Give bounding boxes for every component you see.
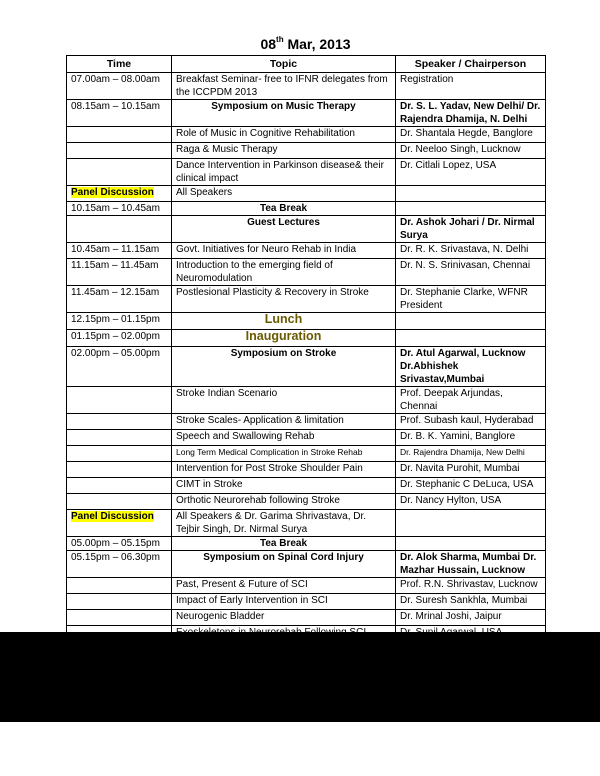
time-cell: [67, 594, 172, 610]
time-cell: [67, 186, 172, 202]
time-cell: 01.15pm – 02.00pm: [67, 330, 172, 347]
title-sup: th: [276, 35, 284, 45]
topic-cell: Speech and Swallowing Rehab: [172, 430, 396, 446]
time-cell: [67, 387, 172, 414]
time-cell: 05.00pm – 05.15pm: [67, 537, 172, 551]
time-cell: 12.15pm – 01.15pm: [67, 313, 172, 330]
topic-cell: Past, Present & Future of SCI: [172, 578, 396, 594]
time-cell: [67, 446, 172, 462]
table-row: [67, 202, 546, 216]
time-cell: [67, 578, 172, 594]
speaker-cell: Dr. R. K. Srivastava, N. Delhi: [396, 243, 546, 259]
time-cell: [67, 127, 172, 143]
topic-cell: Stroke Indian Scenario: [172, 387, 396, 414]
table-row: [67, 330, 546, 347]
time-cell: 11.15am – 11.45am: [67, 259, 172, 286]
topic-cell: Intervention for Post Stroke Shoulder Pain: [172, 462, 396, 478]
speaker-cell: Dr. Stephanic C DeLuca, USA: [396, 478, 546, 494]
time-cell: [67, 414, 172, 430]
speaker-cell: Dr. S. L. Yadav, New Delhi/ Dr. Rajendra Dhamija, N. Delhi: [396, 100, 546, 127]
table-row: [67, 73, 546, 100]
table-row: [67, 143, 546, 159]
speaker-cell: Dr. Rajendra Dhamija, New Delhi: [396, 446, 546, 462]
time-cell: 05.15pm – 06.30pm: [67, 551, 172, 578]
table-row: [67, 259, 546, 286]
table-row: [67, 100, 546, 127]
speaker-cell: Dr. Stephanie Clarke, WFNR President: [396, 286, 546, 313]
topic-cell: Symposium on Stroke: [172, 347, 396, 387]
speaker-cell: Dr. B. K. Yamini, Banglore: [396, 430, 546, 446]
time-cell: 02.00pm – 05.00pm: [67, 347, 172, 387]
topic-cell: All Speakers & Dr. Garima Shrivastava, Dr. Tejbir Singh, Dr. Nirmal Surya: [172, 510, 396, 537]
schedule-table: [66, 55, 546, 671]
topic-cell: Breakfast Seminar- free to IFNR delegates from the ICCPDM 2013: [172, 73, 396, 100]
table-row: [67, 216, 546, 243]
time-cell: [67, 478, 172, 494]
bottom-margin: [0, 722, 600, 776]
lunch-label: Lunch: [264, 312, 303, 326]
topic-cell: [172, 313, 396, 330]
topic-cell: Symposium on Music Therapy: [172, 100, 396, 127]
table-row: [67, 186, 546, 202]
panel-discussion-label: Panel Discussion: [71, 511, 154, 522]
time-cell: [67, 494, 172, 510]
topic-cell: Introduction to the emerging field of Neuromodulation: [172, 259, 396, 286]
speaker-cell: Dr. Ashok Johari / Dr. Nirmal Surya: [396, 216, 546, 243]
speaker-cell: Prof. Deepak Arjundas, Chennai: [396, 387, 546, 414]
table-row: [67, 387, 546, 414]
table-row: [67, 127, 546, 143]
time-cell: [67, 143, 172, 159]
header-time: Time: [67, 56, 172, 73]
speaker-cell: [396, 330, 546, 347]
topic-cell: Tea Break: [172, 537, 396, 551]
topic-cell: Guest Lectures: [172, 216, 396, 243]
topic-cell: Long Term Medical Complication in Stroke Rehab: [172, 446, 396, 462]
table-row: [67, 430, 546, 446]
header-speaker: Speaker / Chairperson: [396, 56, 546, 73]
topic-cell: Orthotic Neurorehab following Stroke: [172, 494, 396, 510]
time-cell: [67, 159, 172, 186]
table-row: [67, 243, 546, 259]
redaction-overlay-edge: [585, 632, 600, 722]
title-rest: Mar, 2013: [283, 36, 351, 52]
time-cell: 08.15am – 10.15am: [67, 100, 172, 127]
table-row: [67, 610, 546, 626]
table-row: [67, 414, 546, 430]
page-title: [66, 33, 545, 55]
speaker-cell: Registration: [396, 73, 546, 100]
time-cell: [67, 610, 172, 626]
speaker-cell: [396, 510, 546, 537]
topic-cell: Govt. Initiatives for Neuro Rehab in India: [172, 243, 396, 259]
title-day: 08: [260, 36, 277, 52]
table-row: [67, 159, 546, 186]
table-row: [67, 551, 546, 578]
speaker-cell: [396, 537, 546, 551]
table-row: [67, 462, 546, 478]
time-cell: [67, 216, 172, 243]
topic-cell: Tea Break: [172, 202, 396, 216]
speaker-cell: Dr. Alok Sharma, Mumbai Dr. Mazhar Hussain, Lucknow: [396, 551, 546, 578]
topic-cell: CIMT in Stroke: [172, 478, 396, 494]
topic-cell: Neurogenic Bladder: [172, 610, 396, 626]
speaker-cell: Dr. Nancy Hylton, USA: [396, 494, 546, 510]
header-topic: Topic: [172, 56, 396, 73]
speaker-cell: Dr. Atul Agarwal, Lucknow Dr.Abhishek Srivastav,Mumbai: [396, 347, 546, 387]
topic-cell: [172, 330, 396, 347]
topic-cell: Raga & Music Therapy: [172, 143, 396, 159]
time-cell: [67, 462, 172, 478]
speaker-cell: Dr. Suresh Sankhla, Mumbai: [396, 594, 546, 610]
schedule-sheet: [66, 33, 545, 671]
panel-discussion-label: Panel Discussion: [71, 187, 154, 198]
time-cell: 10.45am – 11.15am: [67, 243, 172, 259]
table-row: [67, 313, 546, 330]
topic-cell: Role of Music in Cognitive Rehabilitation: [172, 127, 396, 143]
inauguration-label: Inauguration: [245, 329, 322, 343]
topic-cell: Stroke Scales- Application & limitation: [172, 414, 396, 430]
topic-cell: Impact of Early Intervention in SCI: [172, 594, 396, 610]
speaker-cell: [396, 313, 546, 330]
header-row: [67, 56, 546, 73]
speaker-cell: [396, 186, 546, 202]
table-row: [67, 286, 546, 313]
speaker-cell: Prof. R.N. Shrivastav, Lucknow: [396, 578, 546, 594]
table-row: [67, 446, 546, 462]
time-cell: 10.15am – 10.45am: [67, 202, 172, 216]
topic-cell: All Speakers: [172, 186, 396, 202]
table-row: [67, 578, 546, 594]
table-row: [67, 537, 546, 551]
table-row: [67, 347, 546, 387]
topic-cell: Dance Intervention in Parkinson disease& their clinical impact: [172, 159, 396, 186]
speaker-cell: Prof. Subash kaul, Hyderabad: [396, 414, 546, 430]
speaker-cell: Dr. Citlali Lopez, USA: [396, 159, 546, 186]
speaker-cell: [396, 202, 546, 216]
table-row: [67, 478, 546, 494]
speaker-cell: Dr. Neeloo Singh, Lucknow: [396, 143, 546, 159]
time-cell: 11.45am – 12.15am: [67, 286, 172, 313]
topic-cell: Symposium on Spinal Cord Injury: [172, 551, 396, 578]
speaker-cell: Dr. Mrinal Joshi, Jaipur: [396, 610, 546, 626]
speaker-cell: Dr. N. S. Srinivasan, Chennai: [396, 259, 546, 286]
topic-cell: Postlesional Plasticity & Recovery in Stroke: [172, 286, 396, 313]
time-cell: [67, 430, 172, 446]
speaker-cell: Dr. Shantala Hegde, Banglore: [396, 127, 546, 143]
speaker-cell: Dr. Navita Purohit, Mumbai: [396, 462, 546, 478]
table-row: [67, 594, 546, 610]
time-cell: [67, 510, 172, 537]
table-row: [67, 510, 546, 537]
time-cell: 07.00am – 08.00am: [67, 73, 172, 100]
table-row: [67, 494, 546, 510]
